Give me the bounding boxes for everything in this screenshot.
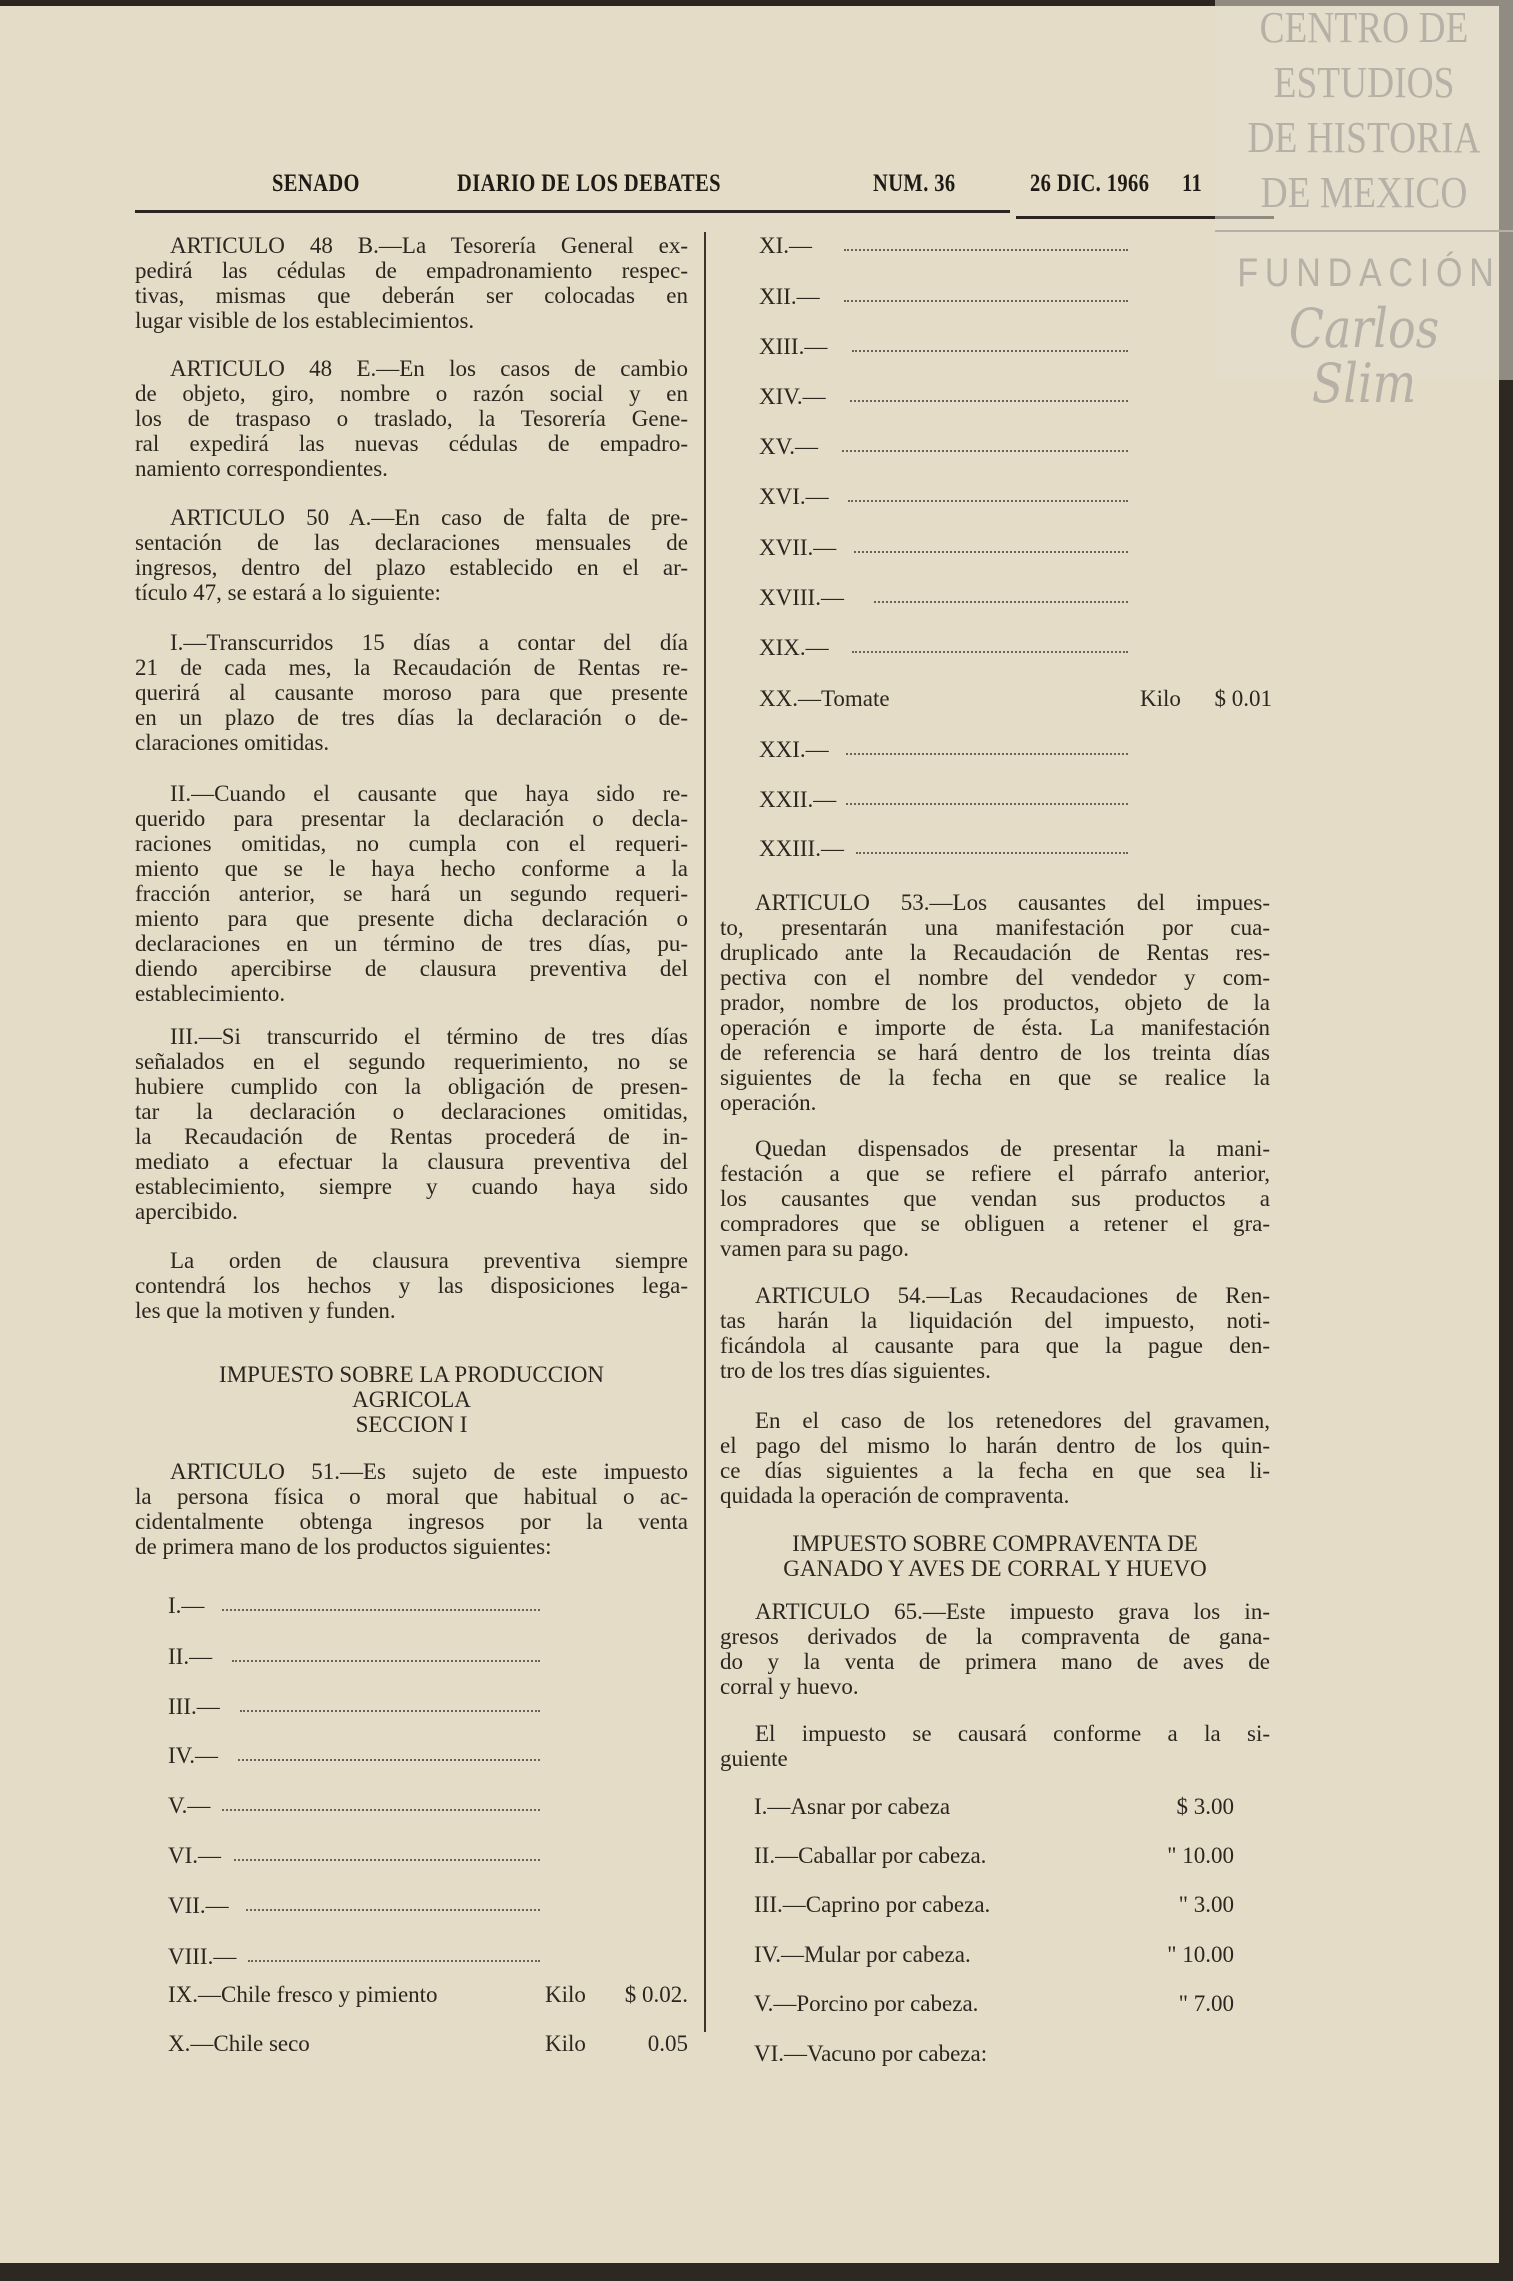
item-label: I.—: [168, 1593, 205, 1618]
dotted-leader: [856, 852, 1128, 854]
item-label: V.—Porcino por cabeza.: [754, 1991, 979, 2016]
paragraph: [720, 1408, 1270, 1508]
item-label: III.—: [168, 1694, 220, 1719]
dotted-leader: [232, 1660, 540, 1662]
list-item: [754, 1942, 1234, 1967]
dotted-leader: [874, 601, 1128, 603]
dotted-leader: [848, 500, 1128, 502]
text-line: tículo 47, se estará a lo siguiente:: [135, 580, 441, 605]
text-line: los de traspaso o traslado, la Tesorería Gene-: [135, 406, 688, 431]
text-line: pectiva con el nombre del vendedor y com-: [720, 965, 1270, 990]
text-line: III.—Si transcurrido el término de tres días: [170, 1024, 688, 1049]
item-price: " 10.00: [1167, 1843, 1234, 1868]
dotted-leader: [844, 249, 1128, 251]
text-line: compradores que se obliguen a retener el gra-: [720, 1211, 1270, 1236]
watermark-line: DE HISTORIA: [1247, 113, 1481, 162]
dotted-leader: [222, 1809, 540, 1811]
text-line: diendo apercibirse de clausura preventiva del: [135, 956, 688, 981]
text-line: querirá al causante moroso para que presente: [135, 680, 688, 705]
text-line: miento para que presente dicha declaración o: [135, 906, 688, 931]
text-line: SECCION I: [355, 1412, 468, 1437]
paragraph: [135, 505, 688, 605]
list-item: [168, 1893, 688, 1918]
watermark-line: DE MEXICO: [1260, 168, 1468, 217]
text-line: señalados en el segundo requerimiento, no se: [135, 1049, 688, 1074]
text-line: ARTICULO 50 A.—En caso de falta de pre-: [170, 505, 688, 530]
list-item: [754, 1892, 1234, 1917]
text-line: el pago del mismo lo harán dentro de los quin-: [720, 1433, 1270, 1458]
item-label: XVIII.—: [759, 585, 844, 610]
item-label: VI.—: [168, 1843, 222, 1868]
text-line: los causantes que vendan sus productos a: [720, 1186, 1270, 1211]
item-label: I.—Asnar por cabeza: [754, 1794, 951, 1819]
text-line: ARTICULO 48 B.—La Tesorería General ex-: [170, 233, 688, 258]
list-item: [168, 1793, 688, 1818]
text-line: corral y huevo.: [720, 1674, 859, 1699]
list-item: [759, 233, 1272, 258]
paragraph: [135, 781, 688, 1006]
text-line: siguientes de la fecha en que se realice la: [720, 1065, 1270, 1090]
text-line: druplicado ante la Recaudación de Rentas res-: [720, 940, 1270, 965]
text-line: sentación de las declaraciones mensuales de: [135, 530, 688, 555]
dotted-leader: [238, 1759, 540, 1761]
list-item: [168, 1593, 688, 1618]
paragraph: [720, 1136, 1270, 1261]
dotted-leader: [246, 1909, 540, 1911]
text-line: claraciones omitidas.: [135, 730, 330, 755]
text-line: les que la motiven y funden.: [135, 1298, 396, 1323]
item-price: $ 0.02.: [624, 1982, 688, 2007]
list-item: [759, 284, 1272, 309]
text-line: quidada la operación de compraventa.: [720, 1483, 1070, 1508]
paragraph: [135, 630, 688, 755]
paragraph: [720, 890, 1270, 1115]
item-label: XIV.—: [759, 384, 826, 409]
text-line: contendrá los hechos y las disposiciones lega-: [135, 1273, 688, 1298]
item-label: VIII.—: [168, 1944, 237, 1969]
text-line: hubiere cumplido con la obligación de presen-: [135, 1074, 688, 1099]
item-label: XXII.—: [759, 787, 837, 812]
text-line: tivas, mismas que deberán ser colocadas en: [135, 283, 688, 308]
text-line: II.—Cuando el causante que haya sido re-: [170, 781, 688, 806]
item-label: XIX.—: [759, 635, 829, 660]
item-label: IV.—: [168, 1743, 219, 1768]
list-item: [759, 535, 1272, 560]
dotted-leader: [854, 551, 1128, 553]
text-line: ARTICULO 54.—Las Recaudaciones de Ren-: [755, 1283, 1270, 1308]
list-item: [759, 384, 1272, 409]
item-label: III.—Caprino por cabeza.: [754, 1892, 991, 1917]
text-line: prador, nombre de los productos, objeto de la: [720, 990, 1270, 1015]
header-chamber: SENADO: [272, 170, 360, 197]
list-item: [754, 2041, 1234, 2066]
list-item: [754, 1794, 1234, 1819]
dotted-leader: [222, 1609, 540, 1611]
text-line: operación e importe de ésta. La manifestación: [720, 1015, 1270, 1040]
list-item: [759, 434, 1272, 459]
dotted-leader: [844, 300, 1128, 302]
text-line: miento que se le haya hecho conforme a la: [135, 856, 688, 881]
text-line: en un plazo de tres días la declaración o de-: [135, 705, 688, 730]
text-line: querido para presentar la declaración o decla-: [135, 806, 688, 831]
item-price: $ 0.01: [1214, 686, 1272, 711]
text-line: fracción anterior, se hará un segundo requeri-: [135, 881, 688, 906]
list-item: [759, 787, 1272, 812]
text-line: ARTICULO 48 E.—En los casos de cambio: [170, 356, 688, 381]
item-price: 0.05: [647, 2031, 688, 2056]
list-item: [759, 585, 1272, 610]
item-label: XII.—: [759, 284, 820, 309]
dotted-leader: [852, 350, 1128, 352]
list-item: [168, 1743, 688, 1768]
watermark: [1215, 0, 1513, 415]
section-heading: [720, 1531, 1270, 1581]
item-price: " 7.00: [1178, 1991, 1234, 2016]
text-line: namiento correspondientes.: [135, 456, 388, 481]
text-line: ral expedirá las nuevas cédulas de empadro-: [135, 431, 688, 456]
text-line: ARTICULO 53.—Los causantes del impues-: [755, 890, 1270, 915]
item-unit: Kilo: [545, 1982, 586, 2007]
text-line: 21 de cada mes, la Recaudación de Rentas re-: [135, 655, 688, 680]
paragraph: [135, 1024, 688, 1224]
text-line: la Recaudación de Rentas procederá de in-: [135, 1124, 688, 1149]
text-line: IMPUESTO SOBRE COMPRAVENTA DE: [792, 1531, 1198, 1556]
text-line: operación.: [720, 1090, 817, 1115]
paragraph: [720, 1599, 1270, 1699]
dotted-leader: [240, 1710, 540, 1712]
item-label: XVII.—: [759, 535, 837, 560]
dotted-leader: [850, 400, 1128, 402]
text-line: ingresos, dentro del plazo establecido en el ar-: [135, 555, 688, 580]
text-line: guiente: [720, 1746, 788, 1771]
item-label: XXI.—: [759, 737, 829, 762]
item-label: VII.—: [168, 1893, 229, 1918]
list-item: [759, 334, 1272, 359]
watermark-rule: [1215, 230, 1513, 232]
watermark-signature: Carlos Slim: [1288, 297, 1440, 415]
list-item: [759, 737, 1272, 762]
header-publication: DIARIO DE LOS DEBATES: [457, 170, 721, 197]
text-line: La orden de clausura preventiva siempre: [170, 1248, 688, 1273]
dotted-leader: [234, 1859, 540, 1861]
watermark-foundation: FUNDACIÓN: [1237, 251, 1501, 295]
paragraph: [135, 1248, 688, 1323]
text-line: Quedan dispensados de presentar la mani-: [755, 1136, 1270, 1161]
text-line: AGRICOLA: [352, 1387, 471, 1412]
text-line: ARTICULO 65.—Este impuesto grava los in-: [755, 1599, 1270, 1624]
dotted-leader: [846, 753, 1128, 755]
text-line: gresos derivados de la compraventa de gana-: [720, 1624, 1270, 1649]
text-line: to, presentarán una manifestación por cua-: [720, 915, 1270, 940]
text-line: cidentalmente obtenga ingresos por la venta: [135, 1509, 688, 1534]
text-line: apercibido.: [135, 1199, 238, 1224]
dotted-leader: [248, 1960, 540, 1962]
text-line: IMPUESTO SOBRE LA PRODUCCION: [219, 1362, 604, 1387]
paragraph: [720, 1283, 1270, 1383]
text-line: tas harán la liquidación del impuesto, noti-: [720, 1308, 1270, 1333]
list-item: [759, 635, 1272, 660]
text-line: festación a que se refiere el párrafo anterior,: [720, 1161, 1270, 1186]
paragraph: [720, 1721, 1270, 1771]
item-label: II.—Caballar por cabeza.: [754, 1843, 987, 1868]
item-label: IX.—Chile fresco y pimiento: [168, 1982, 438, 2007]
list-item: [168, 1843, 688, 1868]
header-page-number: 11: [1182, 170, 1203, 197]
text-line: pedirá las cédulas de empadronamiento respec-: [135, 258, 688, 283]
item-label: XX.—Tomate: [759, 686, 890, 711]
text-line: En el caso de los retenedores del gravamen,: [755, 1408, 1270, 1433]
list-item: [168, 1644, 688, 1669]
dotted-leader: [842, 450, 1128, 452]
header-date: 26 DIC. 1966: [1030, 170, 1150, 197]
paragraph: [135, 233, 688, 333]
list-item: [759, 686, 1272, 711]
text-line: El impuesto se causará conforme a la si-: [755, 1721, 1270, 1746]
item-label: IV.—Mular por cabeza.: [754, 1942, 971, 1967]
item-price: " 10.00: [1167, 1942, 1234, 1967]
item-price: " 3.00: [1178, 1892, 1234, 1917]
text-line: raciones omitidas, no cumpla con el requeri-: [135, 831, 688, 856]
list-item: [168, 1694, 688, 1719]
text-line: de primera mano de los productos siguientes:: [135, 1534, 552, 1559]
text-line: la persona física o moral que habitual o ac-: [135, 1484, 688, 1509]
text-line: GANADO Y AVES DE CORRAL Y HUEVO: [783, 1556, 1207, 1581]
header-number: NUM. 36: [873, 170, 956, 197]
dotted-leader: [846, 803, 1128, 805]
item-unit: Kilo: [1140, 686, 1181, 711]
list-item: [168, 2031, 688, 2056]
list-item: [168, 1944, 688, 1969]
paragraph: [135, 356, 688, 481]
text-line: de referencia se hará dentro de los treinta días: [720, 1040, 1270, 1065]
text-line: declaraciones en un término de tres días, pu-: [135, 931, 688, 956]
text-line: lugar visible de los establecimientos.: [135, 308, 475, 333]
watermark-line: CENTRO DE: [1259, 3, 1469, 52]
item-label: XIII.—: [759, 334, 828, 359]
text-line: I.—Transcurridos 15 días a contar del día: [170, 630, 688, 655]
list-item: [759, 484, 1272, 509]
watermark-line: ESTUDIOS: [1273, 58, 1455, 107]
item-label: X.—Chile seco: [168, 2031, 310, 2056]
section-heading: [135, 1362, 688, 1437]
item-unit: Kilo: [545, 2031, 586, 2056]
text-line: ficándola al causante para que la pague den-: [720, 1333, 1270, 1358]
text-line: vamen para su pago.: [720, 1236, 910, 1261]
item-label: II.—: [168, 1644, 213, 1669]
item-label: XVI.—: [759, 484, 829, 509]
list-item: [754, 1991, 1234, 2016]
item-label: XV.—: [759, 434, 819, 459]
text-line: tar la declaración o declaraciones omitidas,: [135, 1099, 688, 1124]
text-line: establecimiento.: [135, 981, 286, 1006]
list-item: [759, 836, 1272, 861]
text-line: establecimiento, siempre y cuando haya sido: [135, 1174, 688, 1199]
text-line: mediato a efectuar la clausura preventiva del: [135, 1149, 688, 1174]
item-label: VI.—Vacuno por cabeza:: [754, 2041, 988, 2066]
item-price: $ 3.00: [1176, 1794, 1234, 1819]
header-rule-left: [135, 210, 1010, 213]
text-line: tro de los tres días siguientes.: [720, 1358, 991, 1383]
column-divider: [704, 232, 706, 2032]
text-line: de objeto, giro, nombre o razón social y en: [135, 381, 688, 406]
scan-edge-bottom: [0, 2263, 1513, 2281]
item-label: XI.—: [759, 233, 813, 258]
list-item: [168, 1982, 688, 2007]
item-label: V.—: [168, 1793, 211, 1818]
text-line: ce días siguientes a la fecha en que sea li-: [720, 1458, 1270, 1483]
text-line: ARTICULO 51.—Es sujeto de este impuesto: [170, 1459, 688, 1484]
item-label: XXIII.—: [759, 836, 844, 861]
list-item: [754, 1843, 1234, 1868]
dotted-leader: [852, 651, 1128, 653]
paragraph: [135, 1459, 688, 1559]
text-line: do y la venta de primera mano de aves de: [720, 1649, 1270, 1674]
